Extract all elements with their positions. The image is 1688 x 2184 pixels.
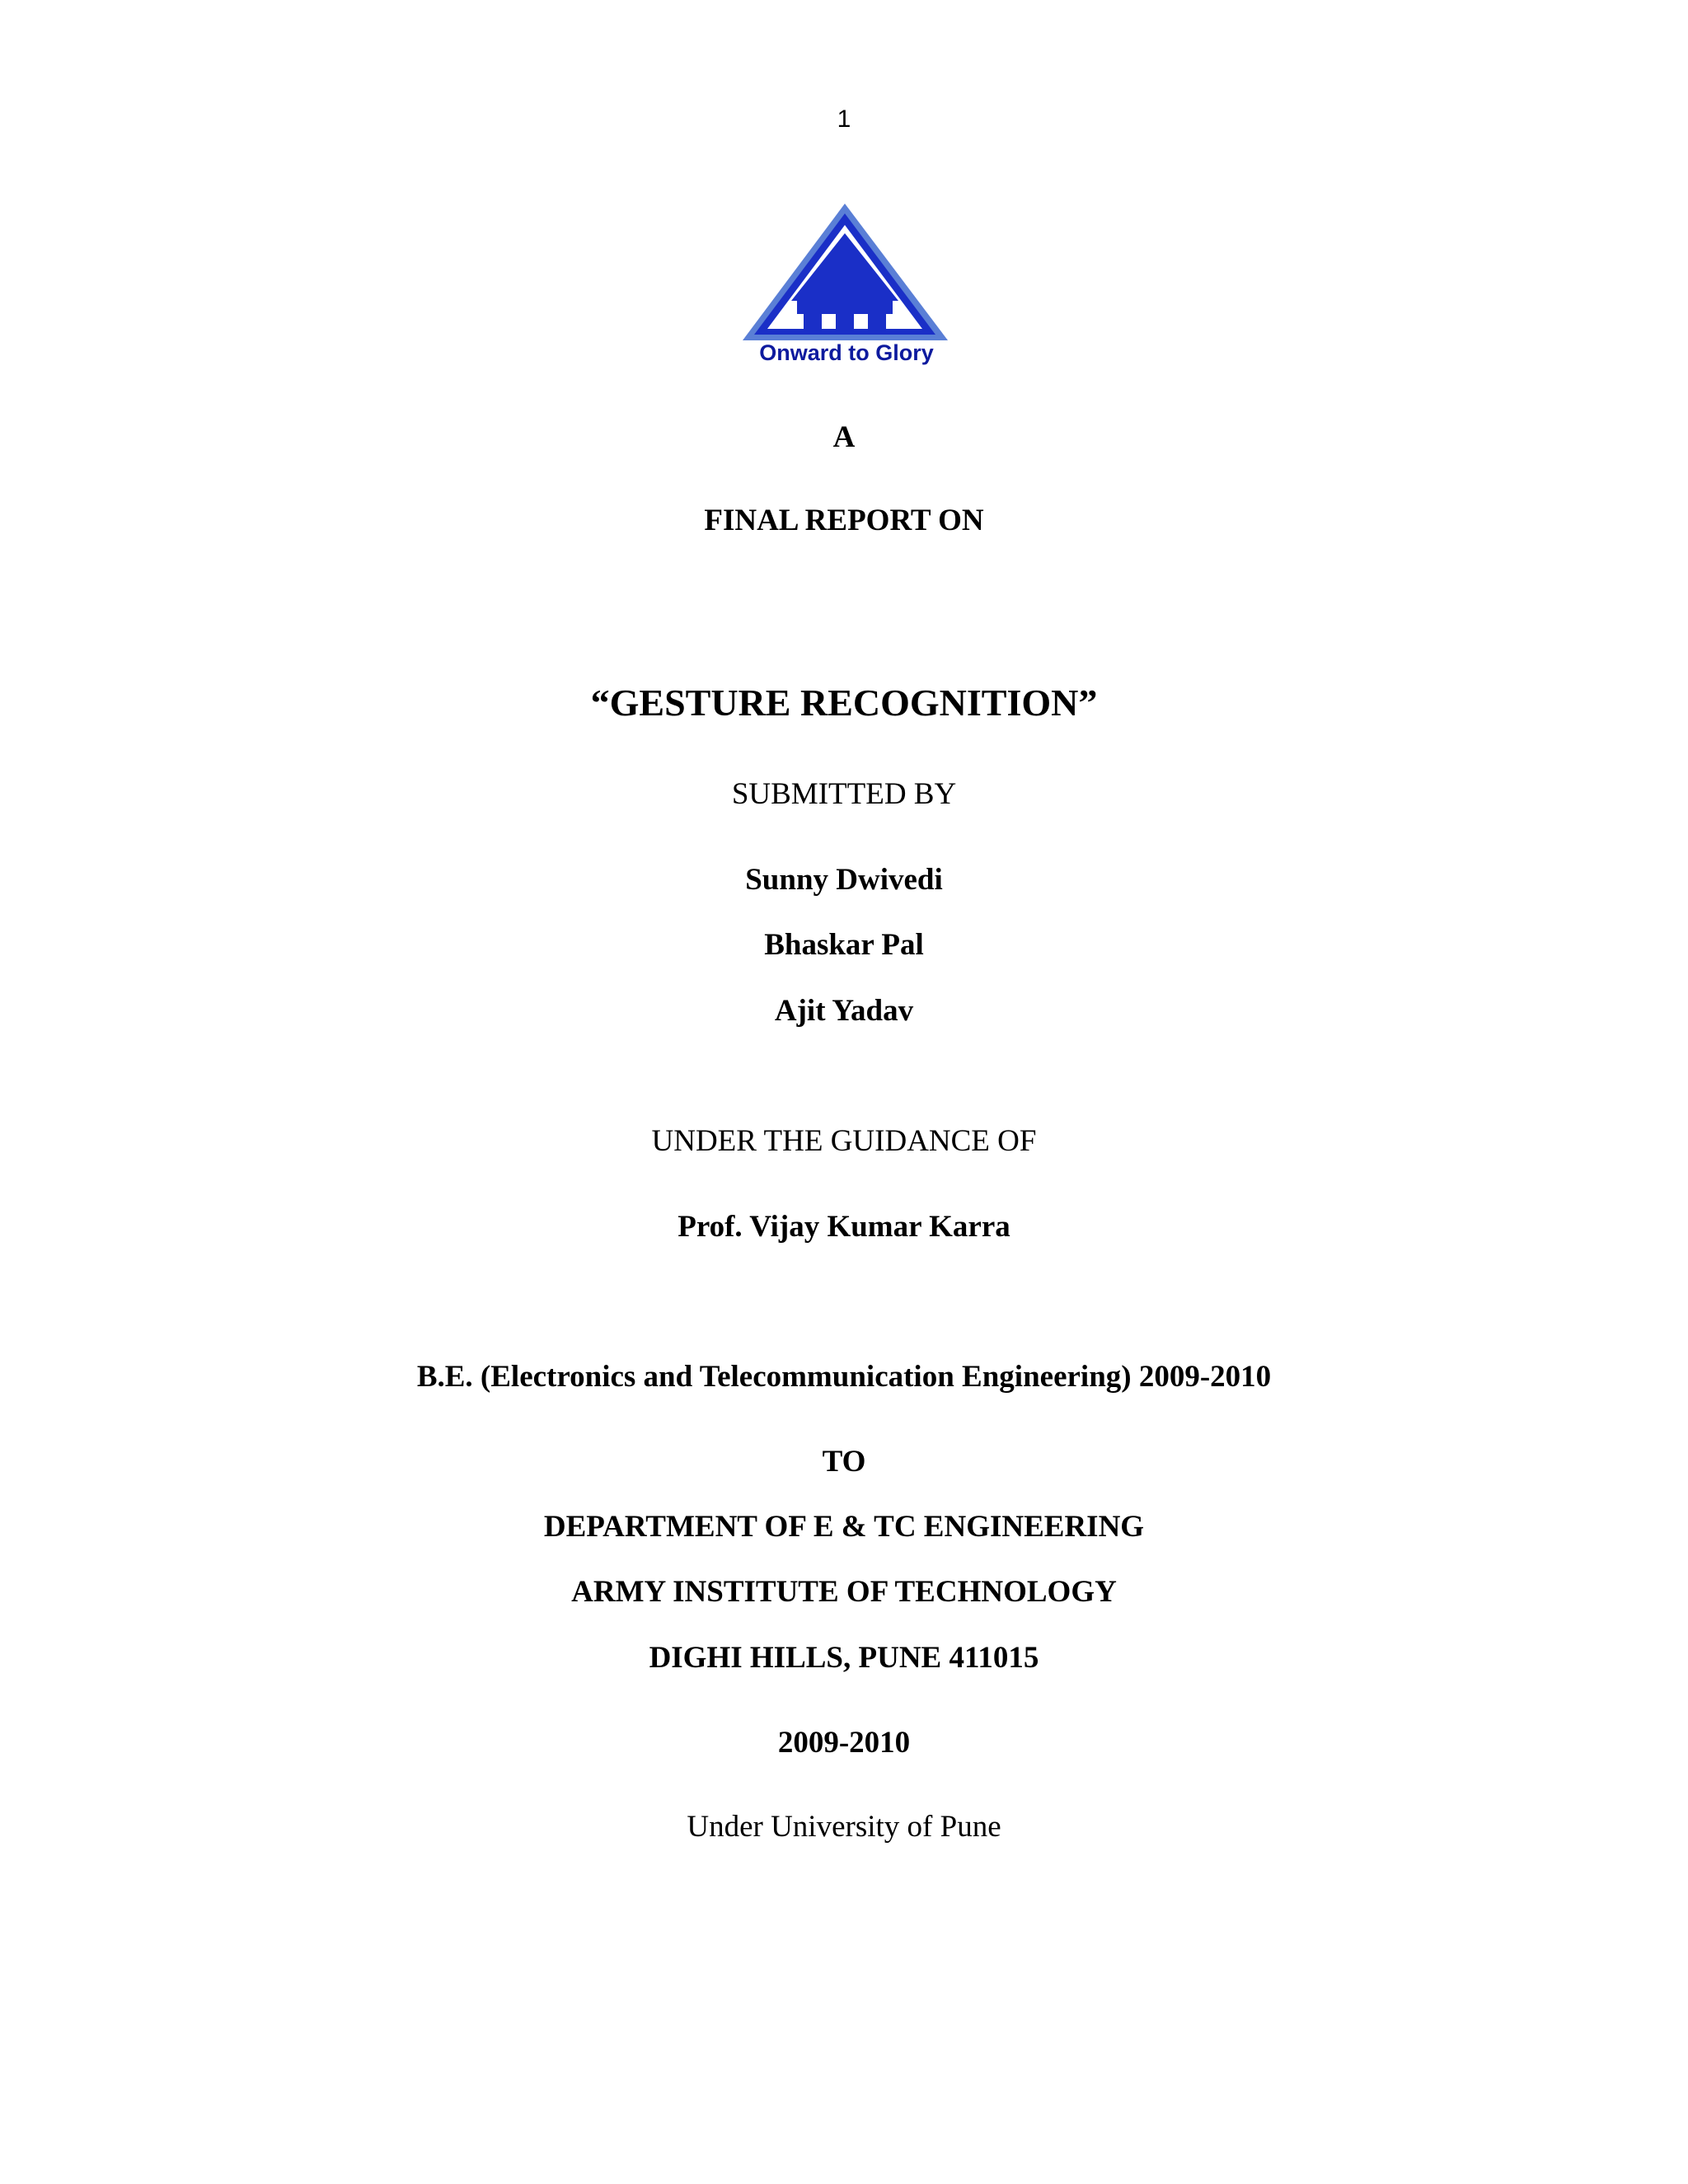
submitted-by-label: SUBMITTED BY [731, 777, 957, 811]
title-article: A [832, 420, 856, 454]
department-name: DEPARTMENT OF E & TC ENGINEERING [543, 1510, 1145, 1544]
institute-logo-icon [738, 200, 964, 373]
author-name: Sunny Dwivedi [745, 863, 943, 897]
author-name: Ajit Yadav [774, 994, 914, 1028]
project-title: “GESTURE RECOGNITION” [590, 682, 1098, 724]
logo-pillar-center [836, 309, 854, 334]
university-line: Under University of Pune [687, 1810, 1001, 1844]
guide-name: Prof. Vijay Kumar Karra [678, 1210, 1010, 1244]
report-type: FINAL REPORT ON [704, 504, 984, 537]
institute-logo [738, 200, 964, 373]
guidance-label: UNDER THE GUIDANCE OF [651, 1124, 1037, 1158]
page-number: 1 [837, 105, 851, 133]
institute-address: DIGHI HILLS, PUNE 411015 [649, 1641, 1039, 1675]
logo-pillar-right [868, 309, 886, 334]
to-label: TO [822, 1445, 866, 1479]
degree-line: B.E. (Electronics and Telecommunication Engineering) 2009-2010 [416, 1360, 1272, 1394]
author-name: Bhaskar Pal [764, 928, 924, 962]
logo-motto: Onward to Glory [759, 340, 934, 365]
academic-year: 2009-2010 [777, 1726, 911, 1760]
logo-pillar-left [804, 309, 822, 334]
institute-name: ARMY INSTITUTE OF TECHNOLOGY [571, 1575, 1117, 1609]
